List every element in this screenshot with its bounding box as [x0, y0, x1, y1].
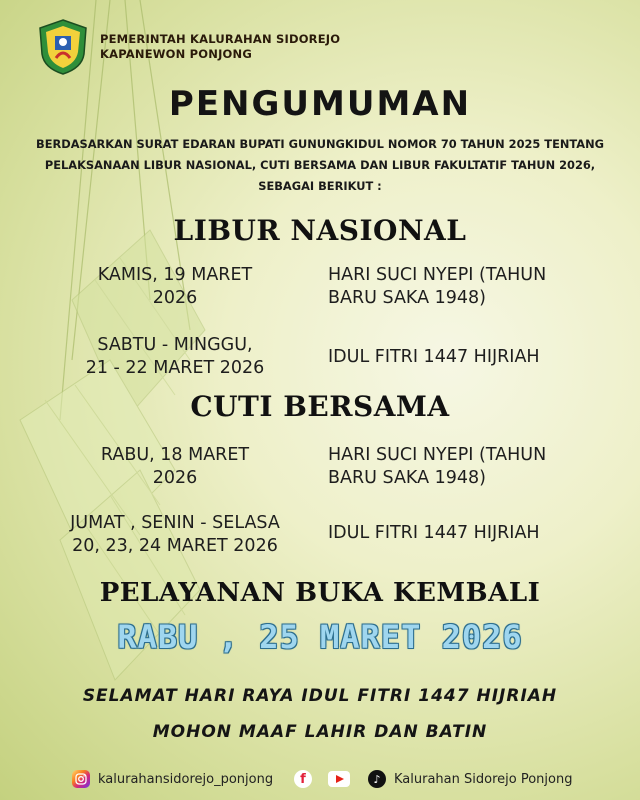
tiktok-icon: ♪ — [368, 770, 386, 788]
leave-desc-line-1: IDUL FITRI 1447 HIJRIAH — [328, 523, 540, 543]
page-title: PENGUMUMAN — [168, 84, 472, 124]
libur-nasional-title: LIBUR NASIONAL — [173, 214, 467, 247]
holiday-desc-line-2: BARU SAKA 1948) — [328, 288, 486, 308]
reopen-date: RABU , 25 MARET 2026 — [117, 618, 523, 656]
holiday-date-line-1: SABTU - MINGGU, — [97, 335, 253, 355]
holiday-date-line-2: 21 - 22 MARET 2026 — [85, 358, 265, 378]
leave-date — [36, 512, 314, 558]
holiday-date-line-1: KAMIS, 19 MARET — [97, 265, 253, 285]
leave-date — [50, 444, 300, 490]
greeting-line-1: SELAMAT HARI RAYA IDUL FITRI 1447 HIJRIAH — [82, 686, 558, 706]
holiday-date — [50, 334, 300, 380]
intro-text — [20, 134, 620, 197]
leave-date-line-2: 20, 23, 24 MARET 2026 — [72, 536, 278, 556]
holiday-date — [50, 264, 300, 310]
intro-line-2: PELAKSANAAN LIBUR NASIONAL, CUTI BERSAMA DAN LIBUR FAKULTATIF TAHUN 2026, — [44, 158, 596, 172]
holiday-description — [328, 346, 608, 369]
regency-emblem-icon — [36, 18, 90, 76]
instagram-handle[interactable] — [72, 770, 273, 788]
cuti-bersama-title: CUTI BERSAMA — [190, 390, 450, 423]
instagram-handle-text: kalurahansidorejo_ponjong — [98, 771, 274, 787]
intro-line-3: SEBAGAI BERIKUT : — [258, 179, 382, 193]
holiday-description — [328, 264, 608, 310]
leave-date-line-1: RABU, 18 MARET — [100, 445, 250, 465]
tiktok-handle-text: Kalurahan Sidorejo Ponjong — [394, 771, 573, 787]
org-line-2: KAPANEWON PONJONG — [100, 47, 253, 61]
youtube-icon[interactable] — [328, 771, 350, 787]
leave-desc-line-1: HARI SUCI NYEPI (TAHUN — [328, 445, 547, 465]
holiday-desc-line-1: IDUL FITRI 1447 HIJRIAH — [328, 347, 540, 367]
holiday-date-line-2: 2026 — [152, 288, 198, 308]
holiday-desc-line-1: HARI SUCI NYEPI (TAHUN — [328, 265, 547, 285]
leave-date-line-2: 2026 — [152, 468, 198, 488]
intro-line-1: BERDASARKAN SURAT EDARAN BUPATI GUNUNGKIDUL NOMOR 70 TAHUN 2025 TENTANG — [36, 137, 604, 151]
tiktok-handle[interactable] — [368, 770, 572, 788]
instagram-icon — [72, 770, 90, 788]
reopen-title: PELAYANAN BUKA KEMBALI — [99, 578, 541, 608]
leave-desc-line-2: BARU SAKA 1948) — [328, 468, 486, 488]
leave-description — [328, 444, 608, 490]
leave-date-line-1: JUMAT , SENIN - SELASA — [70, 513, 280, 533]
facebook-icon[interactable]: f — [294, 770, 312, 788]
greeting-line-2: MOHON MAAF LAHIR DAN BATIN — [152, 722, 488, 742]
organization-name — [100, 32, 340, 62]
footer — [0, 762, 640, 798]
leave-description — [328, 522, 608, 545]
header — [36, 18, 340, 76]
org-line-1: PEMERINTAH KALURAHAN SIDOREJO — [100, 32, 341, 46]
